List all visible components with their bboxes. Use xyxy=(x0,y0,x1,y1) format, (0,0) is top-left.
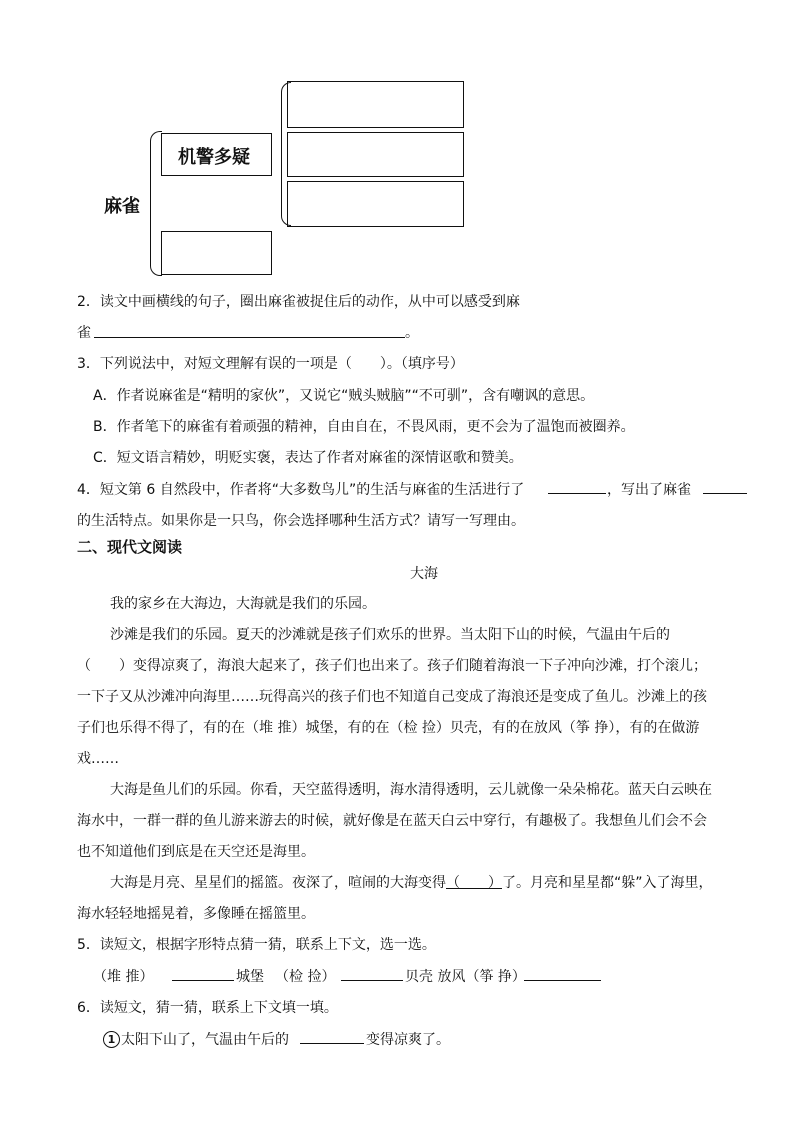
answer-box-2[interactable] xyxy=(287,132,464,177)
passage-p4-line1 xyxy=(110,872,713,892)
section-heading: 二、现代文阅读 xyxy=(77,538,183,556)
q5-stem: 5．读短文，根据字形特点猜一猜，联系上下文，选一选。 xyxy=(77,937,436,953)
answer-box-1[interactable] xyxy=(287,81,464,128)
passage-p3-line3: 也不知道他们到底是在天空还是海里。 xyxy=(77,844,315,860)
q5-blank-1[interactable] xyxy=(172,980,234,981)
passage-p3-line1: 大海是鱼儿们的乐园。你看，天空蓝得透明，海水清得透明，云儿就像一朵朵棉花。蓝天白云映在 xyxy=(110,782,712,798)
q6-blank-1[interactable] xyxy=(300,1043,364,1044)
passage-p2-line4: 子们也乐得不得了，有的在（堆 推）城堡，有的在（检 捡）贝壳，有的在放风（筝 挣），有的在做游 xyxy=(77,720,700,736)
q4-blank-1[interactable] xyxy=(548,493,606,494)
passage-p1: 我的家乡在大海边，大海就是我们的乐园。 xyxy=(110,596,376,612)
q5-item1-after: 城堡 xyxy=(236,969,264,985)
q4-line2: 的生活特点。如果你是一只鸟，你会选择哪种生活方式？请写一写理由。 xyxy=(77,513,525,529)
passage-p4-blank[interactable]: （ ） xyxy=(446,875,502,891)
q3-option-b: B．作者笔下的麻雀有着顽强的精神，自由自在，不畏风雨，更不会为了温饱而被圈养。 xyxy=(93,419,635,435)
passage-title: 大海 xyxy=(410,566,438,582)
passage-p4-text-b: 了。月亮和星星都“躲”入了海里， xyxy=(502,875,713,891)
q5-item2-after: 贝壳 放风（筝 挣） xyxy=(405,969,526,985)
q4-part2: ，写出了麻雀 xyxy=(607,482,691,498)
passage-p3-line2: 海水中，一群一群的鱼儿游来游去的时候，就好像是在蓝天白云中穿行，有趣极了。我想鱼儿们会不会 xyxy=(77,813,707,829)
q4-blank-2[interactable] xyxy=(703,493,747,494)
passage-p2-line3: 一下子又从沙滩冲向海里……玩得高兴的孩子们也不知道自己变成了海浪还是变成了鱼儿。沙滩上的孩 xyxy=(77,689,707,705)
q5-blank-2[interactable] xyxy=(341,980,403,981)
q6-item1-suffix: 变得凉爽了。 xyxy=(366,1032,450,1048)
passage-p4-text-a: 大海是月亮、星星们的摇篮。夜深了，喧闹的大海变得 xyxy=(110,875,446,891)
passage-p2-line2: （ ）变得凉爽了，海浪大起来了，孩子们也出来了。孩子们随着海浪一下子冲向沙滩，打个滚儿； xyxy=(77,658,707,674)
q3-option-c: C．短文语言精妙，明贬实褒，表达了作者对麻雀的深情讴歌和赞美。 xyxy=(93,450,523,466)
q6-item-number: 1 xyxy=(103,1031,120,1048)
root-label: 麻雀 xyxy=(104,196,140,217)
q2-answer-line[interactable] xyxy=(94,337,405,338)
q3-stem: 3．下列说法中，对短文理解有误的一项是（ ）。（填序号） xyxy=(77,356,464,372)
passage-p2-line5: 戏…… xyxy=(77,751,119,767)
q6-item1 xyxy=(103,1029,289,1049)
branch-label: 机警多疑 xyxy=(178,147,250,168)
branch-box xyxy=(161,133,272,176)
q6-stem: 6．读短文，猜一猜，联系上下文填一填。 xyxy=(77,1000,338,1016)
answer-box-root[interactable] xyxy=(161,231,272,275)
q2-line2-prefix: 雀 xyxy=(77,325,91,341)
q6-item1-prefix: 太阳下山了，气温由午后的 xyxy=(121,1032,289,1048)
passage-p2-line1: 沙滩是我们的乐园。夏天的沙滩就是孩子们欢乐的世界。当太阳下山的时候，气温由午后的 xyxy=(110,627,670,643)
q4-part1: 4．短文第 6 自然段中，作者将“大多数鸟儿”的生活与麻雀的生活进行了 xyxy=(77,482,525,498)
q3-option-a: A．作者说麻雀是“精明的家伙”，又说它“贼头贼脑”“不可驯”，含有嘲讽的意思。 xyxy=(93,388,595,404)
q5-blank-3[interactable] xyxy=(524,980,601,981)
q5-item1: （堆 推） xyxy=(93,969,154,985)
q5-item2: （检 捡） xyxy=(275,969,336,985)
passage-p4-line2: 海水轻轻地摇晃着，多像睡在摇篮里。 xyxy=(77,906,315,922)
q2-line1: 2．读文中画横线的句子，圈出麻雀被捉住后的动作，从中可以感受到麻 xyxy=(77,294,520,310)
answer-box-3[interactable] xyxy=(287,181,464,227)
q2-line2-suffix: 。 xyxy=(405,325,419,341)
